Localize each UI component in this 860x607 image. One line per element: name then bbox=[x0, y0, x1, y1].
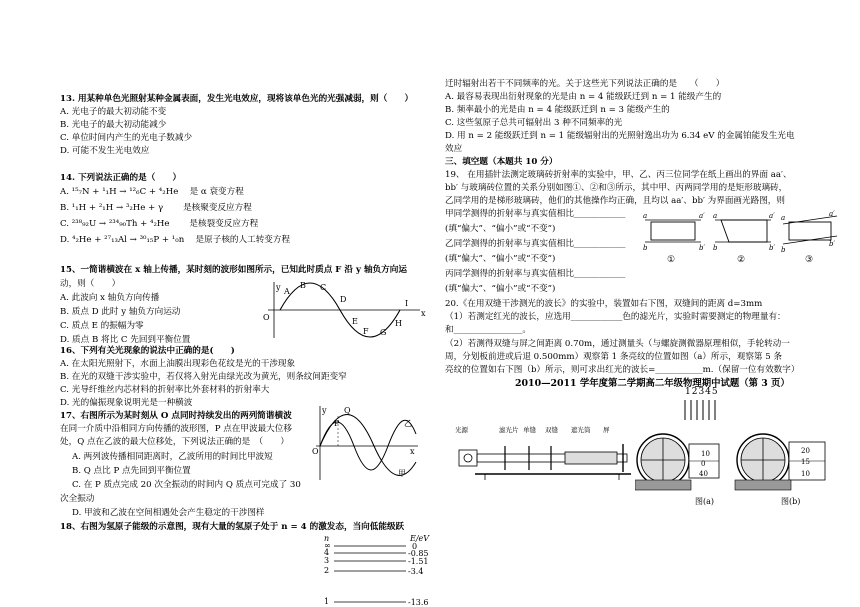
q15-stem-line2: 动，则（ ） bbox=[60, 279, 121, 289]
svg-text:-1.51: -1.51 bbox=[408, 557, 429, 566]
q16-option-d: D. 光的偏振现象说明光是一种横波 bbox=[60, 398, 193, 408]
svg-text:40: 40 bbox=[699, 470, 708, 478]
q19-line4: 甲同学测得的折射率与真实值相比____________ bbox=[445, 209, 626, 219]
q13-option-d: D. 可能不发生光电效应 bbox=[60, 146, 150, 156]
level-3 bbox=[324, 556, 429, 566]
dial-b bbox=[735, 434, 825, 490]
svg-text:b: b bbox=[713, 244, 718, 252]
q19-line2: bb′ 与玻璃砖位置的关系分别如图①、②和③所示，其中甲、丙两同学用的是矩形玻璃砖， bbox=[445, 183, 788, 193]
q18-option-b: B. 频率最小的光是由 n = 4 能级跃迁到 n = 3 能级产生的 bbox=[445, 105, 670, 115]
q14-option-d: D. ⁴₂He + ²⁷₁₃Al → ³⁰₁₅P + ¹₀n 是原子核的人工转变方程 bbox=[60, 235, 291, 245]
svg-text:15: 15 bbox=[801, 458, 810, 466]
q18-option-c: C. 这些氢原子总共可辐射出 3 种不同频率的光 bbox=[445, 118, 623, 128]
svg-text:4: 4 bbox=[324, 548, 330, 557]
svg-text:-13.6: -13.6 bbox=[408, 598, 429, 607]
q17-label-jia: 甲 bbox=[398, 469, 406, 478]
level-1 bbox=[324, 597, 429, 607]
q15-option-b: B. 质点 D 此时 y 轴负方向运动 bbox=[60, 307, 181, 317]
q15-option-a: A. 此波向 x 轴负方向传播 bbox=[60, 293, 160, 303]
svg-text:a′: a′ bbox=[769, 212, 775, 220]
svg-text:0: 0 bbox=[701, 460, 706, 468]
q15-label-h: H bbox=[395, 319, 402, 328]
fig-label-2: ② bbox=[737, 255, 746, 265]
dial-a bbox=[635, 434, 719, 490]
svg-text:双缝: 双缝 bbox=[545, 426, 558, 434]
q19-line3: 乙同学用的是梯形玻璃砖，他们的其他操作均正确，且均以 aa′、bb′ 为界面画光路图，则 bbox=[445, 196, 785, 206]
q15-option-d: D. 质点 B 将比 C 先回到平衡位置 bbox=[60, 335, 191, 345]
svg-text:单缝: 单缝 bbox=[523, 426, 536, 434]
q20-line5: 周，分划板前进或后退 0.500mm）观察第 1 条亮纹的位置如图（a）所示，观察第 5 条 bbox=[445, 352, 783, 362]
q17-label-x: x bbox=[410, 447, 415, 456]
section-3-heading: 三、填空题（本题共 10 分） bbox=[445, 157, 558, 167]
svg-text:-0.85: -0.85 bbox=[408, 549, 429, 558]
q14-stem: 14. 下列说法正确的是（ ） bbox=[60, 173, 182, 183]
svg-text:遮光筒: 遮光筒 bbox=[571, 426, 591, 434]
energy-n-label: n bbox=[324, 534, 330, 543]
q19-line8: 丙同学测得的折射率与真实值相比____________ bbox=[445, 269, 626, 279]
q18-option-d: D. 用 n = 2 能级跃迁到 n = 1 能级辐射出的光照射逸出功为 6.34 eV 的金属铂能发生光电 bbox=[445, 131, 795, 141]
double-slit-apparatus bbox=[455, 420, 635, 482]
svg-text:0: 0 bbox=[412, 542, 418, 551]
q19-line1: 19、 在用插针法测定玻璃砖折射率的实验中，甲、乙、丙三位同学在纸上画出的界面 aa′、 bbox=[445, 170, 792, 180]
q20-line4: （2）若测得双缝与屏之间距离 0.70m，通过测量头（与螺旋测微器原理相似，手轮转动一 bbox=[445, 339, 790, 349]
q19-line6: 乙同学测得的折射率与真实值相比____________ bbox=[445, 239, 626, 249]
q15-label-o: O bbox=[263, 313, 270, 322]
svg-text:10: 10 bbox=[801, 470, 810, 478]
svg-text:a: a bbox=[643, 212, 648, 220]
q15-label-i: I bbox=[405, 299, 409, 308]
q15-option-c: C. 质点 E 的振幅为零 bbox=[60, 321, 144, 331]
q16-option-a: A. 在太阳光照射下，水面上油膜出现彩色花纹是光的干涉现象 bbox=[60, 359, 296, 369]
q13-option-b: B. 光电子的最大初动能减少 bbox=[60, 120, 167, 130]
q20-line6: 亮纹的位置如右下图（b）所示，则可求出红光的波长=___________m.（保留一位有效数字） bbox=[445, 365, 800, 375]
q16-option-c: C. 光导纤维丝内芯材料的折射率比外套材料的折射率大 bbox=[60, 385, 270, 395]
measuring-head-figures bbox=[635, 398, 835, 508]
q17-option-b: B. Q 点比 P 点先回到平衡位置 bbox=[72, 466, 191, 476]
q15-stem-line1: 15、一简谐横波在 x 轴上传播，某时刻的波形如图所示，已知此时质点 F 沿 y 轴负方向运 bbox=[60, 265, 407, 275]
q19-line5: (填“偏大”、“偏小”或“不变”) bbox=[445, 224, 556, 234]
svg-text:∞: ∞ bbox=[324, 541, 331, 550]
q19-refraction-figures bbox=[643, 210, 839, 266]
svg-text:-3.4: -3.4 bbox=[408, 567, 424, 576]
svg-text:a: a bbox=[713, 212, 718, 220]
q17-stem-line3: 处，Q 点在乙波的最大位移处，下列说法正确的是 （ ） bbox=[60, 437, 289, 447]
svg-text:光源: 光源 bbox=[455, 426, 468, 434]
q17-label-q: Q bbox=[344, 406, 351, 415]
q19-line9: (填“偏大”、“偏小”或“不变”) bbox=[445, 284, 556, 294]
energy-level-diagram bbox=[322, 532, 440, 607]
q20-line1: 20.《在用双缝干涉测光的波长》的实验中，装置如右下图，双缝间的距离 d=3mm bbox=[445, 299, 763, 309]
q17-label-yi: 乙 bbox=[404, 419, 412, 428]
svg-text:10: 10 bbox=[701, 450, 710, 458]
q15-label-e: E bbox=[352, 317, 358, 326]
svg-text:2: 2 bbox=[324, 566, 330, 575]
q17-stem-line1: 17、右图所示为某时刻从 O 点同时持续发出的两列简谐横波 bbox=[60, 411, 292, 421]
svg-text:屏: 屏 bbox=[603, 426, 610, 434]
q17-option-c: C. 在 P 质点完成 20 次全振动的时间内 Q 质点可完成了 30 bbox=[72, 480, 301, 490]
svg-text:a′: a′ bbox=[699, 212, 705, 220]
level-inf bbox=[324, 541, 417, 551]
q17-stem-line2: 在同一介质中沿相同方向传播的波形图，P 点在甲波最大位移 bbox=[60, 424, 292, 434]
svg-text:b′: b′ bbox=[829, 240, 836, 248]
q17-label-p: P bbox=[334, 419, 340, 428]
q15-label-d: D bbox=[340, 295, 347, 304]
q19-line7: (填“偏大”、“偏小”或“不变”) bbox=[445, 254, 556, 264]
svg-text:b: b bbox=[643, 244, 648, 252]
q15-label-a: A bbox=[284, 287, 290, 296]
fig-label-1: ① bbox=[667, 255, 676, 265]
q14-option-a: A. ¹⁵₇N + ¹₁H → ¹²₆C + ⁴₂He 是 α 衰变方程 bbox=[60, 187, 244, 197]
q17-option-c-cont: 次全振动 bbox=[60, 494, 95, 504]
svg-text:a′: a′ bbox=[829, 210, 835, 218]
q15-label-c: C bbox=[320, 283, 327, 292]
q14-option-c: C. ²³⁸₉₂U → ²³⁴₉₀Th + ⁴₂He 是核裂变反应方程 bbox=[60, 219, 259, 229]
q18-cont-line1: 迁时辐射出若干不同频率的光。关于这些光下列说法正确的是 （ ） bbox=[445, 79, 725, 89]
page-title: 2010—2011 学年度第二学期高二年级物理期中试题（第 3 页） bbox=[515, 378, 790, 389]
q15-label-y: y bbox=[276, 283, 281, 292]
svg-text:20: 20 bbox=[801, 447, 810, 455]
level-2 bbox=[324, 566, 423, 576]
q16-stem: 16、下列有关光现象的说法中正确的是( ) bbox=[60, 346, 235, 356]
q20-line2: （1）若测定红光的波长，应选用____________色的滤光片，实验时需要测定的物理量有： bbox=[445, 312, 786, 322]
q17-option-a: A. 两列波传播相同距离时，乙波所用的时间比甲波短 bbox=[72, 452, 273, 462]
svg-text:滤光片: 滤光片 bbox=[499, 426, 519, 434]
svg-text:1: 1 bbox=[324, 597, 330, 606]
caption-a: 图(a) bbox=[695, 497, 715, 506]
svg-text:3: 3 bbox=[324, 556, 330, 565]
q15-label-x: x bbox=[421, 309, 426, 318]
svg-text:a: a bbox=[781, 214, 786, 222]
q17-option-d: D. 甲波和乙波在空间相遇处会产生稳定的干涉图样 bbox=[72, 508, 265, 518]
q17-label-y: y bbox=[322, 406, 327, 415]
q20-line3: 和________________。 bbox=[445, 325, 531, 335]
energy-unit-label: E/eV bbox=[410, 534, 430, 543]
fringe-numbers: 12345 bbox=[685, 387, 719, 397]
svg-text:b′: b′ bbox=[769, 244, 776, 252]
q18-option-d-cont: 效应 bbox=[445, 144, 463, 154]
caption-b: 图(b) bbox=[781, 497, 801, 506]
q17-label-o: O bbox=[312, 447, 319, 456]
svg-text:b: b bbox=[781, 246, 786, 254]
fig-label-3: ③ bbox=[805, 255, 814, 265]
q15-wave-figure bbox=[260, 280, 430, 342]
q15-label-f: F bbox=[363, 327, 369, 336]
q18-stem: 18、右图为氢原子能级的示意图，现有大量的氢原子处于 n = 4 的激发态，当向低能级跃 bbox=[60, 522, 405, 532]
q17-wave-figure bbox=[312, 404, 422, 482]
q15-label-b: B bbox=[300, 281, 306, 290]
q15-label-g: G bbox=[380, 328, 387, 337]
svg-text:b′: b′ bbox=[699, 244, 706, 252]
q16-option-b: B. 在光的双缝干涉实验中，若仅将入射光由绿光改为黄光，则条纹间距变窄 bbox=[60, 372, 347, 382]
q13-option-a: A. 光电子的最大初动能不变 bbox=[60, 107, 167, 117]
q18-option-a: A. 最容易表现出衍射现象的光是由 n = 4 能级跃迁到 n = 1 能级产生的 bbox=[445, 92, 722, 102]
q14-option-b: B. ¹₁H + ²₁H → ³₂He + γ 是核聚变反应方程 bbox=[60, 203, 252, 213]
q13-option-c: C. 单位时间内产生的光电子数减少 bbox=[60, 133, 193, 143]
q13-stem: 13. 用某种单色光照射某种金属表面，发生光电效应，现将该单色光的光强减弱，则（ ） bbox=[60, 94, 414, 104]
